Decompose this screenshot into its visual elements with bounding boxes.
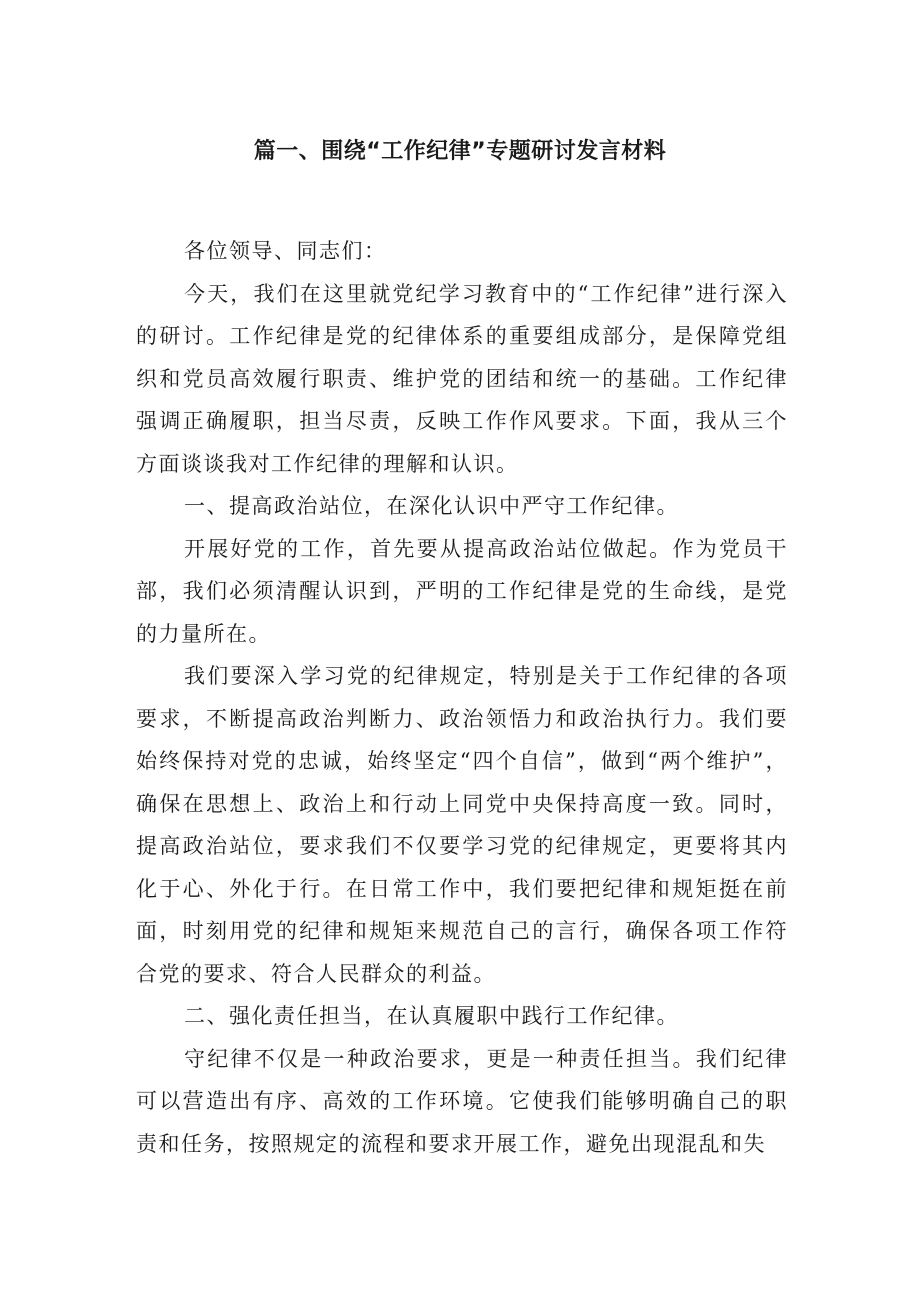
greeting: 各位领导、同志们：	[184, 239, 387, 263]
paragraph-intro: 今天，我们在这里就党纪学习教育中的“工作纪律”进行深入的研讨。工作纪律是党的纪律体系的重要组成部分，是保障党组织和党员高效履行职责、维护党的团结和统一的基础。工作纪律强调正确履职，担当尽责，反映工作作风要求。下面，我从三个方面谈谈我对工作纪律的理解和认识。	[136, 281, 788, 476]
document-body	[136, 230, 788, 1165]
section-heading-2: 二、强化责任担当，在认真履职中践行工作纪律。	[184, 1004, 679, 1028]
paragraph: 开展好党的工作，首先要从提高政治站位做起。作为党员干部，我们必须清醒认识到，严明的工作纪律是党的生命线，是党的力量所在。	[136, 536, 788, 646]
document-title: 篇一、围绕“工作纪律”专题研讨发言材料	[253, 139, 667, 164]
section-heading-1: 一、提高政治站位，在深化认识中严守工作纪律。	[184, 494, 679, 518]
paragraph: 守纪律不仅是一种政治要求，更是一种责任担当。我们纪律可以营造出有序、高效的工作环境。它使我们能够明确自己的职责和任务，按照规定的流程和要求开展工作，避免出现混乱和失	[136, 1046, 788, 1156]
paragraph: 我们要深入学习党的纪律规定，特别是关于工作纪律的各项要求，不断提高政治判断力、政治领悟力和政治执行力。我们要始终保持对党的忠诚，始终坚定“四个自信”，做到“两个维护”，确保在思想上、政治上和行动上同党中央保持高度一致。同时，提高政治站位，要求我们不仅要学习党的纪律规定，更要将其内化于心、外化于行。在日常工作中，我们要把纪律和规矩挺在前面，时刻用党的纪律和规矩来规范自己的言行，确保各项工作符合党的要求、符合人民群众的利益。	[136, 664, 788, 986]
